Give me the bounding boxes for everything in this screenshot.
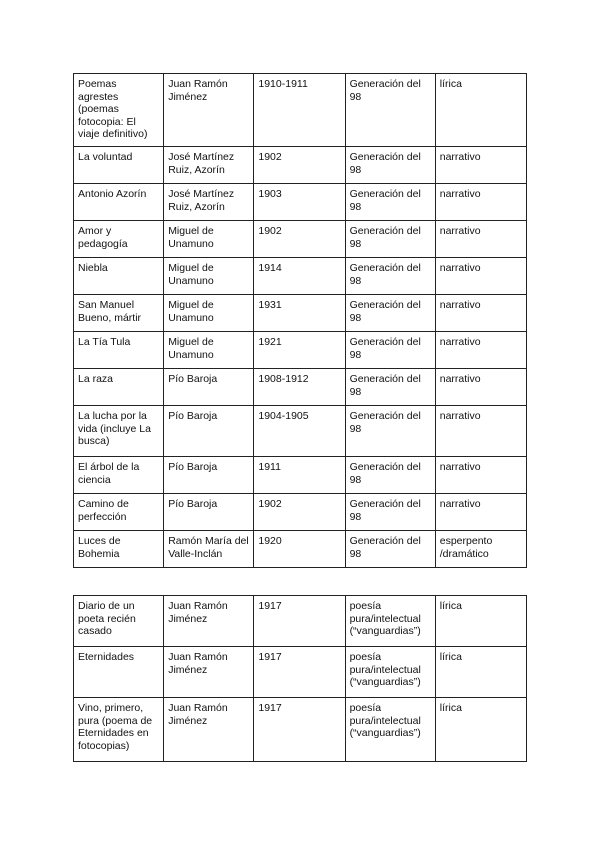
genre-cell: narrativo xyxy=(435,494,526,531)
works-table-vanguardias xyxy=(73,595,527,762)
title-cell: Luces de Bohemia xyxy=(74,531,164,568)
genre-cell: narrativo xyxy=(435,147,526,184)
author-cell: Ramón María del Valle-Inclán xyxy=(164,531,254,568)
genre-cell: lírica xyxy=(435,596,526,647)
title-cell: El árbol de la ciencia xyxy=(74,457,164,494)
table-row xyxy=(74,332,527,369)
year-cell: 1911 xyxy=(254,457,345,494)
title-cell: La Tía Tula xyxy=(74,332,164,369)
table-row xyxy=(74,295,527,332)
movement-cell: poesía pura/intelectual (“vanguardias”) xyxy=(345,596,435,647)
title-cell: Antonio Azorín xyxy=(74,184,164,221)
author-cell: Miguel de Unamuno xyxy=(164,221,254,258)
movement-cell: Generación del 98 xyxy=(345,369,435,406)
movement-cell: Generación del 98 xyxy=(345,295,435,332)
table-row xyxy=(74,698,527,762)
movement-cell: Generación del 98 xyxy=(345,147,435,184)
table-row xyxy=(74,596,527,647)
table-row xyxy=(74,647,527,698)
year-cell: 1902 xyxy=(254,494,345,531)
movement-cell: poesía pura/intelectual (“vanguardias”) xyxy=(345,647,435,698)
table-row xyxy=(74,74,527,147)
year-cell: 1903 xyxy=(254,184,345,221)
table-row xyxy=(74,258,527,295)
table-row xyxy=(74,369,527,406)
genre-cell: lírica xyxy=(435,74,526,147)
title-cell: Vino, primero, pura (poema de Eternidades en fotocopias) xyxy=(74,698,164,762)
movement-cell: Generación del 98 xyxy=(345,457,435,494)
year-cell: 1904-1905 xyxy=(254,406,345,457)
year-cell: 1917 xyxy=(254,698,345,762)
movement-cell: Generación del 98 xyxy=(345,74,435,147)
table-row xyxy=(74,221,527,258)
year-cell: 1917 xyxy=(254,596,345,647)
author-cell: Pío Baroja xyxy=(164,494,254,531)
title-cell: Camino de perfección xyxy=(74,494,164,531)
genre-cell: narrativo xyxy=(435,221,526,258)
movement-cell: Generación del 98 xyxy=(345,332,435,369)
author-cell: Juan Ramón Jiménez xyxy=(164,647,254,698)
author-cell: José Martínez Ruiz, Azorín xyxy=(164,184,254,221)
title-cell: Diario de un poeta recién casado xyxy=(74,596,164,647)
works-table-generacion-98 xyxy=(73,73,527,568)
movement-cell: poesía pura/intelectual (“vanguardias”) xyxy=(345,698,435,762)
genre-cell: narrativo xyxy=(435,258,526,295)
author-cell: Juan Ramón Jiménez xyxy=(164,698,254,762)
movement-cell: Generación del 98 xyxy=(345,406,435,457)
table-row xyxy=(74,494,527,531)
title-cell: San Manuel Bueno, mártir xyxy=(74,295,164,332)
genre-cell: esperpento /dramático xyxy=(435,531,526,568)
title-cell: Amor y pedagogía xyxy=(74,221,164,258)
genre-cell: narrativo xyxy=(435,184,526,221)
year-cell: 1902 xyxy=(254,221,345,258)
author-cell: Pío Baroja xyxy=(164,369,254,406)
title-cell: La lucha por la vida (incluye La busca) xyxy=(74,406,164,457)
year-cell: 1917 xyxy=(254,647,345,698)
year-cell: 1931 xyxy=(254,295,345,332)
author-cell: Miguel de Unamuno xyxy=(164,295,254,332)
year-cell: 1908-1912 xyxy=(254,369,345,406)
table-row xyxy=(74,184,527,221)
genre-cell: lírica xyxy=(435,698,526,762)
movement-cell: Generación del 98 xyxy=(345,184,435,221)
title-cell: La raza xyxy=(74,369,164,406)
year-cell: 1902 xyxy=(254,147,345,184)
table-row xyxy=(74,457,527,494)
genre-cell: narrativo xyxy=(435,406,526,457)
table-row xyxy=(74,531,527,568)
table-row xyxy=(74,147,527,184)
year-cell: 1910-1911 xyxy=(254,74,345,147)
movement-cell: Generación del 98 xyxy=(345,258,435,295)
title-cell: Niebla xyxy=(74,258,164,295)
genre-cell: narrativo xyxy=(435,457,526,494)
movement-cell: Generación del 98 xyxy=(345,221,435,258)
author-cell: Juan Ramón Jiménez xyxy=(164,74,254,147)
table-row xyxy=(74,406,527,457)
title-cell: Poemas agrestes (poemas fotocopia: El viaje definitivo) xyxy=(74,74,164,147)
genre-cell: narrativo xyxy=(435,295,526,332)
year-cell: 1921 xyxy=(254,332,345,369)
author-cell: Miguel de Unamuno xyxy=(164,258,254,295)
author-cell: José Martínez Ruiz, Azorín xyxy=(164,147,254,184)
title-cell: La voluntad xyxy=(74,147,164,184)
author-cell: Miguel de Unamuno xyxy=(164,332,254,369)
author-cell: Juan Ramón Jiménez xyxy=(164,596,254,647)
author-cell: Pío Baroja xyxy=(164,457,254,494)
genre-cell: narrativo xyxy=(435,369,526,406)
genre-cell: narrativo xyxy=(435,332,526,369)
genre-cell: lírica xyxy=(435,647,526,698)
author-cell: Pío Baroja xyxy=(164,406,254,457)
year-cell: 1920 xyxy=(254,531,345,568)
year-cell: 1914 xyxy=(254,258,345,295)
title-cell: Eternidades xyxy=(74,647,164,698)
movement-cell: Generación del 98 xyxy=(345,494,435,531)
movement-cell: Generación del 98 xyxy=(345,531,435,568)
